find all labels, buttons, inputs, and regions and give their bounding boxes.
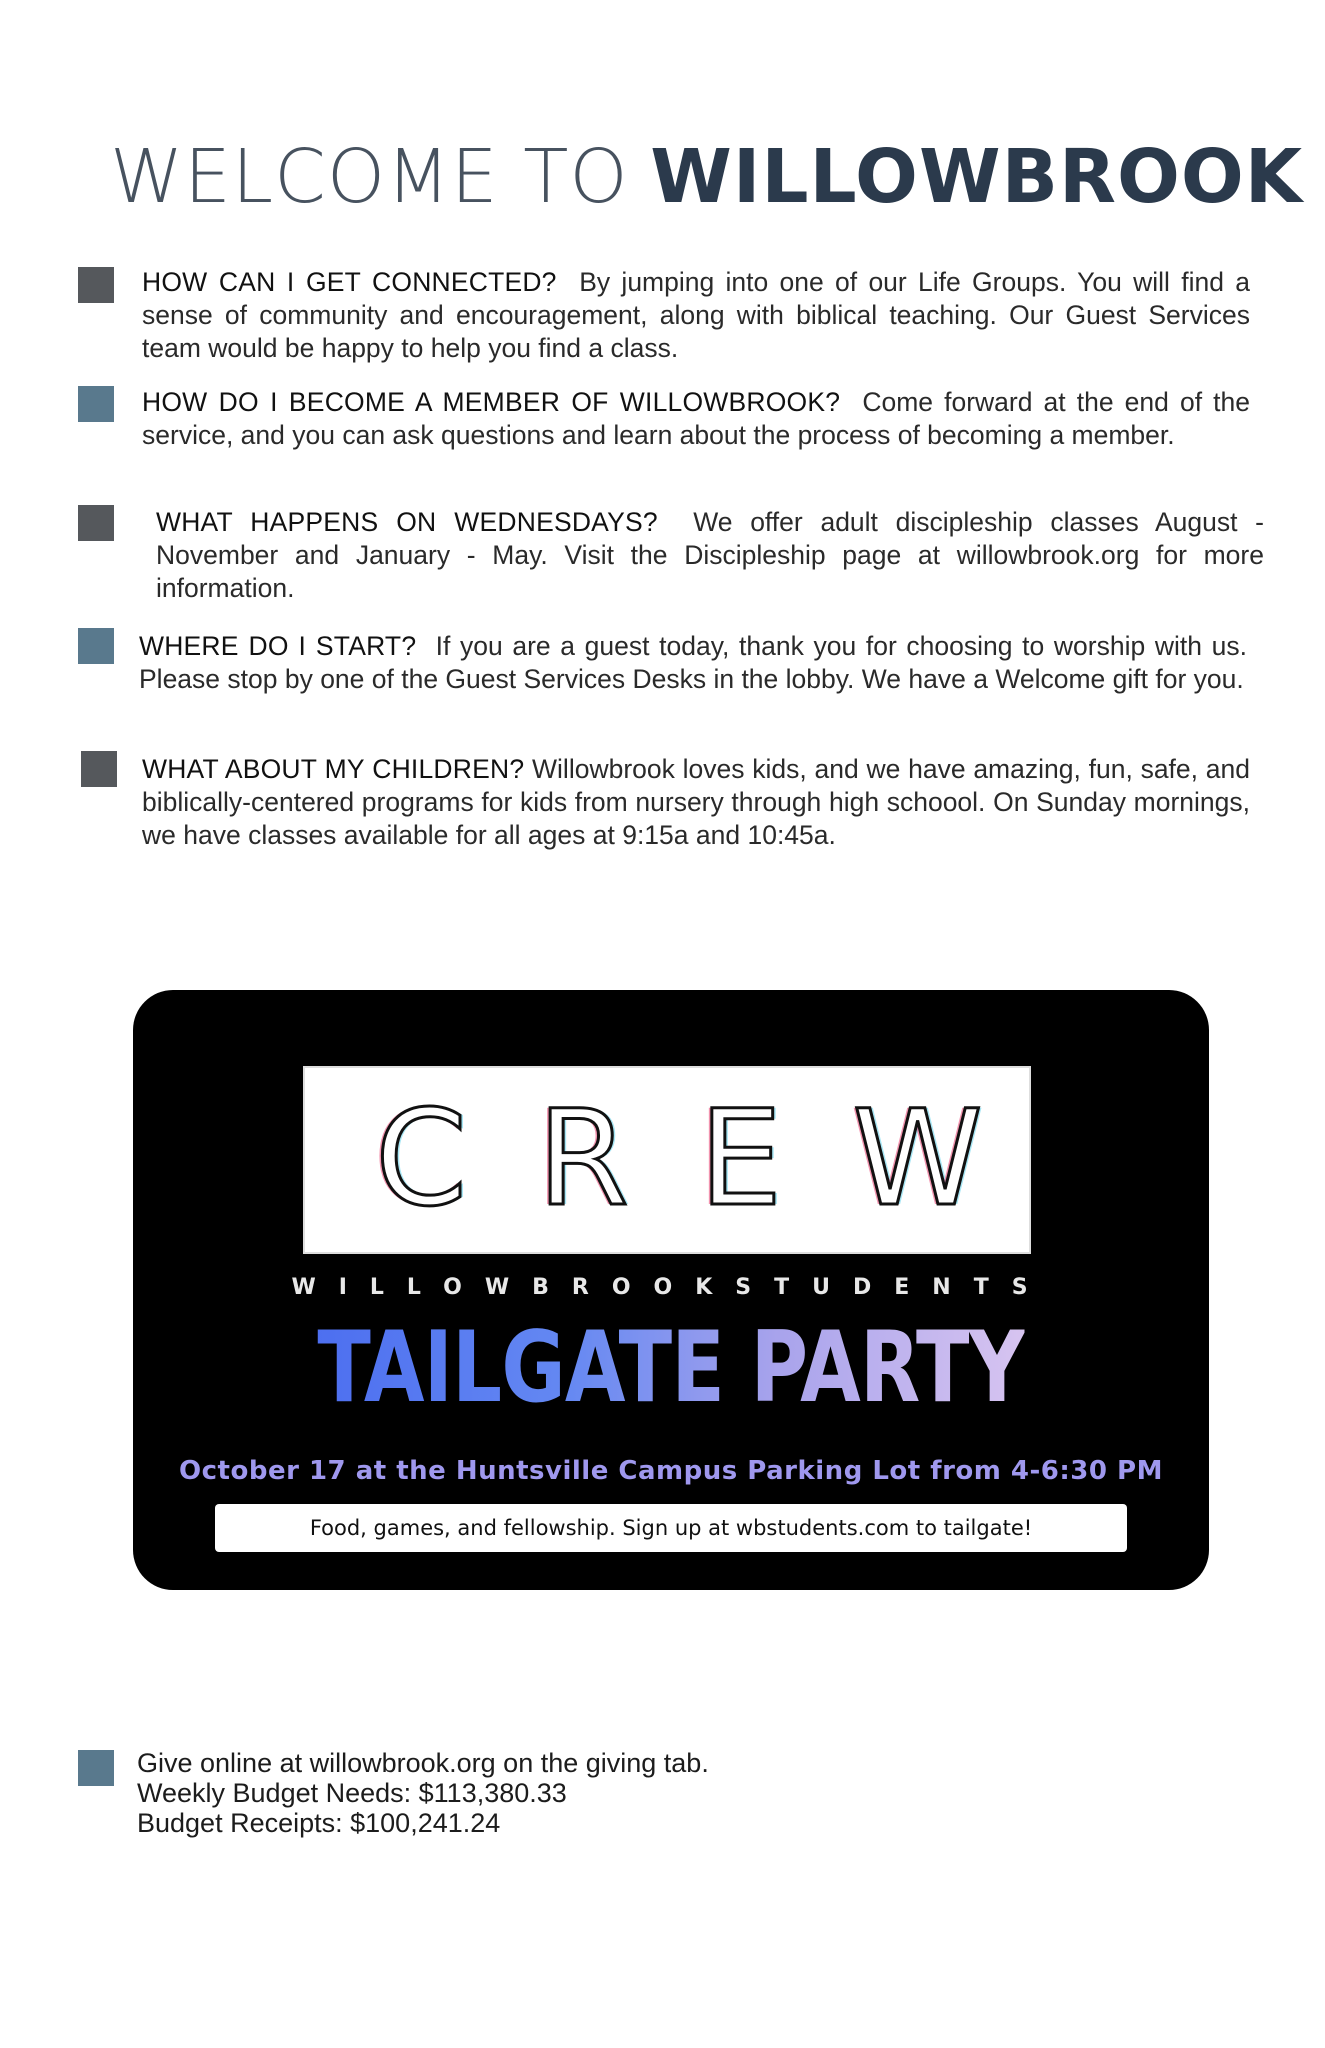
faq-answer: By jumping into one of our Life Groups. You will find a sense of community and encouragement, along with biblical teaching. Our Guest Services team would be happy to help you find a class. [142,267,1250,363]
faq-answer: Come forward at the end of the service, and you can ask questions and learn about the process of becoming a member. [142,387,1250,450]
faq-answer: We offer adult discipleship classes August - November and January - May. Visit the Discipleship page at willowbrook.org for more information. [156,507,1264,603]
faq-question: WHERE DO I START? [139,631,417,661]
faq-question: WHAT ABOUT MY CHILDREN? [142,754,525,784]
square-bullet-icon [78,386,114,422]
page-title-bold: WILLOWBROOK [650,134,1304,220]
faq-text [139,630,1247,696]
budget-receipts: Budget Receipts: $100,241.24 [137,1808,501,1838]
faq-question: WHAT HAPPENS ON WEDNESDAYS? [156,507,658,537]
square-bullet-icon [78,505,114,541]
giving-section [0,1748,1325,1868]
faq-question: HOW CAN I GET CONNECTED? [142,267,557,297]
giving-online-line: Give online at willowbrook.org on the giving tab. [137,1748,709,1778]
faq-text [142,386,1250,452]
event-flyer [133,990,1209,1590]
page-title-light: WELCOME TO [110,134,629,220]
event-title [241,1308,1102,1428]
weekly-budget-needs: Weekly Budget Needs: $113,380.33 [137,1778,567,1808]
square-bullet-icon [78,267,114,303]
faq-text [156,506,1264,605]
faq-answer: If you are a guest today, thank you for choosing to worship with us. Please stop by one of the Guest Services Desks in the lobby. We have a Welcome gift for you. [139,631,1248,694]
event-title-text: TAILGATE PARTY [317,1311,1025,1425]
crew-logo-word: CREW [375,1082,1053,1236]
page-title [110,132,1304,222]
event-date-location: October 17 at the Huntsville Campus Parking Lot from 4-6:30 PM [179,1456,1163,1486]
square-bullet-icon [78,628,114,664]
faq-question: HOW DO I BECOME A MEMBER OF WILLOWBROOK? [142,387,841,417]
crew-logo [303,1066,1053,1254]
event-details: Food, games, and fellowship. Sign up at wbstudents.com to tailgate! [215,1504,1127,1552]
faq-answer: Willowbrook loves kids, and we have amazing, fun, safe, and biblically-centered programs for kids from nursery through high schoool. On Sunday mornings, we have classes available for all ages at 9:15a and 10:45a. [142,754,1250,850]
square-bullet-icon [81,751,117,787]
crew-logo-subtitle: WILLOWBROOKSTUDENTS [291,1275,1051,1300]
square-bullet-icon [78,1750,114,1786]
faq-text [142,266,1250,365]
faq-text [142,753,1250,852]
giving-text [137,1748,709,1838]
